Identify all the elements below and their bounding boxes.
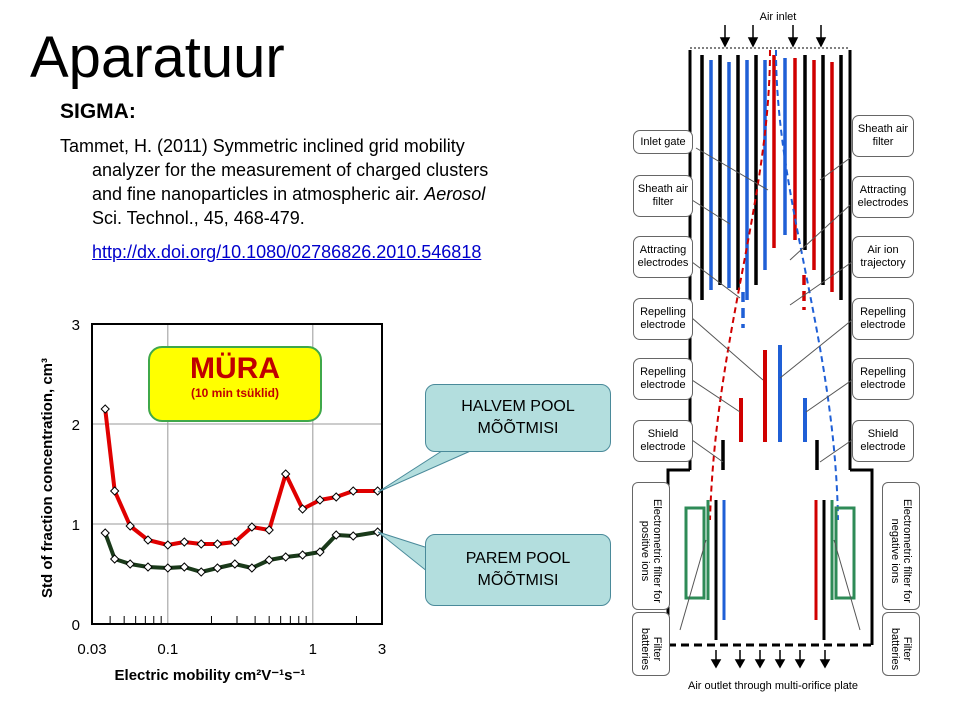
label-repelling-electrode-right-1: Repelling electrode xyxy=(852,298,914,340)
label-electrometric-filter-negative-text: Electrometric filter for negative ions xyxy=(889,499,913,603)
x-tick-label: 1 xyxy=(308,641,317,658)
noise-subtitle: (10 min tsüklid) xyxy=(190,386,279,400)
label-repelling-electrode-right-2: Repelling electrode xyxy=(852,358,914,400)
electrodes xyxy=(702,55,841,470)
callout-better: PAREM POOL MÕÕTMISI xyxy=(425,534,611,606)
noise-title: MÜRA xyxy=(190,352,280,385)
doi-link[interactable]: http://dx.doi.org/10.1080/02786826.2010.546818 xyxy=(92,242,482,262)
y-tick-label: 0 xyxy=(71,617,80,634)
label-attracting-electrodes-left: Attracting electrodes xyxy=(633,236,693,278)
label-electrometric-filter-negative xyxy=(882,482,920,610)
label-electrometric-filter-positive xyxy=(632,482,670,610)
x-tick-label: 0.1 xyxy=(157,641,179,658)
label-sheath-air-filter-left: Sheath air filter xyxy=(633,175,693,217)
reference-line: Tammet, H. (2011) Symmetric inclined grid mobility xyxy=(60,136,465,156)
label-sheath-air-filter-right: Sheath air filter xyxy=(852,115,914,157)
label-repelling-electrode-left-2: Repelling electrode xyxy=(633,358,693,400)
label-shield-electrode-right: Shield electrode xyxy=(852,420,914,462)
label-attracting-electrodes-right: Attracting electrodes xyxy=(852,176,914,218)
label-filter-batteries-right xyxy=(882,612,920,676)
y-axis-label: Std of fraction concentration, cm³ xyxy=(39,357,56,599)
label-filter-batteries-left xyxy=(632,612,670,676)
label-filter-batteries-right-text: Filter batteries xyxy=(889,627,913,671)
air-inlet-label: Air inlet xyxy=(759,11,797,23)
x-tick-label: 0.03 xyxy=(77,641,107,658)
label-shield-electrode-left: Shield electrode xyxy=(633,420,693,462)
outlet-arrows xyxy=(712,650,829,667)
x-axis-label: Electric mobility cm²V⁻¹s⁻¹ xyxy=(114,667,306,684)
electrometric-filters xyxy=(686,500,854,640)
reference-line-part: and fine nanoparticles in atmospheric air. xyxy=(92,184,425,204)
label-repelling-electrode-left-1: Repelling electrode xyxy=(633,298,693,340)
label-electrometric-filter-positive-text: Electrometric filter for positive ions xyxy=(639,499,663,603)
inlet-arrows xyxy=(721,25,825,46)
label-air-ion-trajectory: Air ion trajectory xyxy=(852,236,914,278)
instrument-name: SIGMA: xyxy=(60,100,136,123)
journal-name: Aerosol xyxy=(424,184,486,204)
label-filter-batteries-left-text: Filter batteries xyxy=(639,627,663,671)
label-inlet-gate: Inlet gate xyxy=(633,130,693,154)
y-tick-label: 3 xyxy=(71,317,80,334)
reference-line: Sci. Technol., 45, 468-479. xyxy=(92,208,305,228)
x-tick-label: 3 xyxy=(377,641,387,658)
y-tick-label: 1 xyxy=(71,517,80,534)
slide-title: Aparatuur xyxy=(30,25,285,90)
air-outlet-label: Air outlet through multi-orifice plate xyxy=(688,680,858,692)
reference-line: analyzer for the measurement of charged clusters xyxy=(92,160,489,180)
y-tick-label: 2 xyxy=(71,417,80,434)
callout-worse: HALVEM POOL MÕÕTMISI xyxy=(425,384,611,452)
